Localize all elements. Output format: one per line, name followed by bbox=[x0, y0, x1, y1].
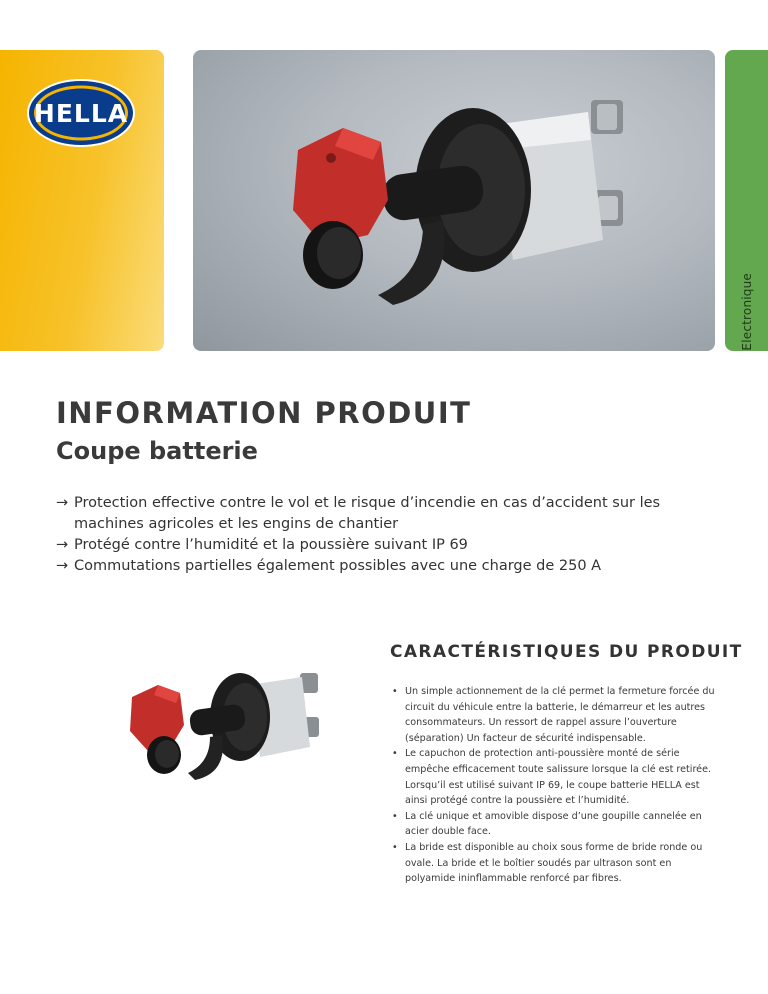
highlight-item bbox=[56, 493, 696, 535]
arrow-icon: → bbox=[56, 495, 69, 511]
product-photo-small bbox=[110, 655, 335, 795]
highlight-item bbox=[56, 556, 696, 577]
feature-item bbox=[390, 809, 720, 840]
feature-item bbox=[390, 746, 720, 808]
highlight-item bbox=[56, 535, 696, 556]
category-label-text: Electronique bbox=[739, 273, 754, 351]
highlight-text: Commutations partielles également possibles avec une charge de 250 A bbox=[74, 558, 602, 574]
bullet-icon: • bbox=[392, 748, 398, 760]
feature-item bbox=[390, 684, 720, 746]
bullet-icon: • bbox=[392, 841, 398, 853]
category-label bbox=[725, 50, 768, 351]
page-subtitle: Coupe batterie bbox=[56, 437, 258, 465]
features-list bbox=[390, 684, 720, 887]
highlight-text: Protection effective contre le vol et le risque d’incendie en cas d’accident sur les machines agricoles et les engins de chantier bbox=[74, 495, 661, 532]
features-title: CARACTÉRISTIQUES DU PRODUIT bbox=[390, 642, 743, 662]
feature-text: La clé unique et amovible dispose d’une goupille cannelée en acier double face. bbox=[405, 810, 702, 838]
product-photo bbox=[193, 50, 715, 351]
highlight-text: Protégé contre l’humidité et la poussière suivant IP 69 bbox=[74, 537, 468, 553]
bullet-icon: • bbox=[392, 810, 398, 822]
feature-item bbox=[390, 840, 720, 887]
bullet-icon: • bbox=[392, 686, 398, 697]
highlights-list bbox=[56, 493, 696, 577]
page-title: INFORMATION PRODUIT bbox=[56, 396, 472, 430]
feature-text: Le capuchon de protection anti-poussière monté de série empêche efficacement toute salissure lorsque la clé est retirée. Lorsqu’il est utilisé suivant IP 69, le coupe batterie HELLA est ainsi protégé contre la poussière et l’humidité. bbox=[405, 748, 712, 807]
arrow-icon: → bbox=[56, 558, 69, 574]
hella-logo bbox=[26, 78, 136, 148]
feature-text: La bride est disponible au choix sous forme de bride ronde ou ovale. La bride et le boîtier soudés par ultrason sont en polyamide ininflammable renforcé par fibres. bbox=[405, 841, 703, 885]
logo-text: HELLA bbox=[33, 99, 129, 128]
arrow-icon: → bbox=[56, 537, 69, 553]
feature-text: Un simple actionnement de la clé permet la fermeture forcée du circuit du véhicule entre la batterie, le démarreur et les autres consommateurs. Un ressort de rappel assure l’ouverture (séparation) Un facteur de sécurité indispensable. bbox=[405, 686, 715, 744]
